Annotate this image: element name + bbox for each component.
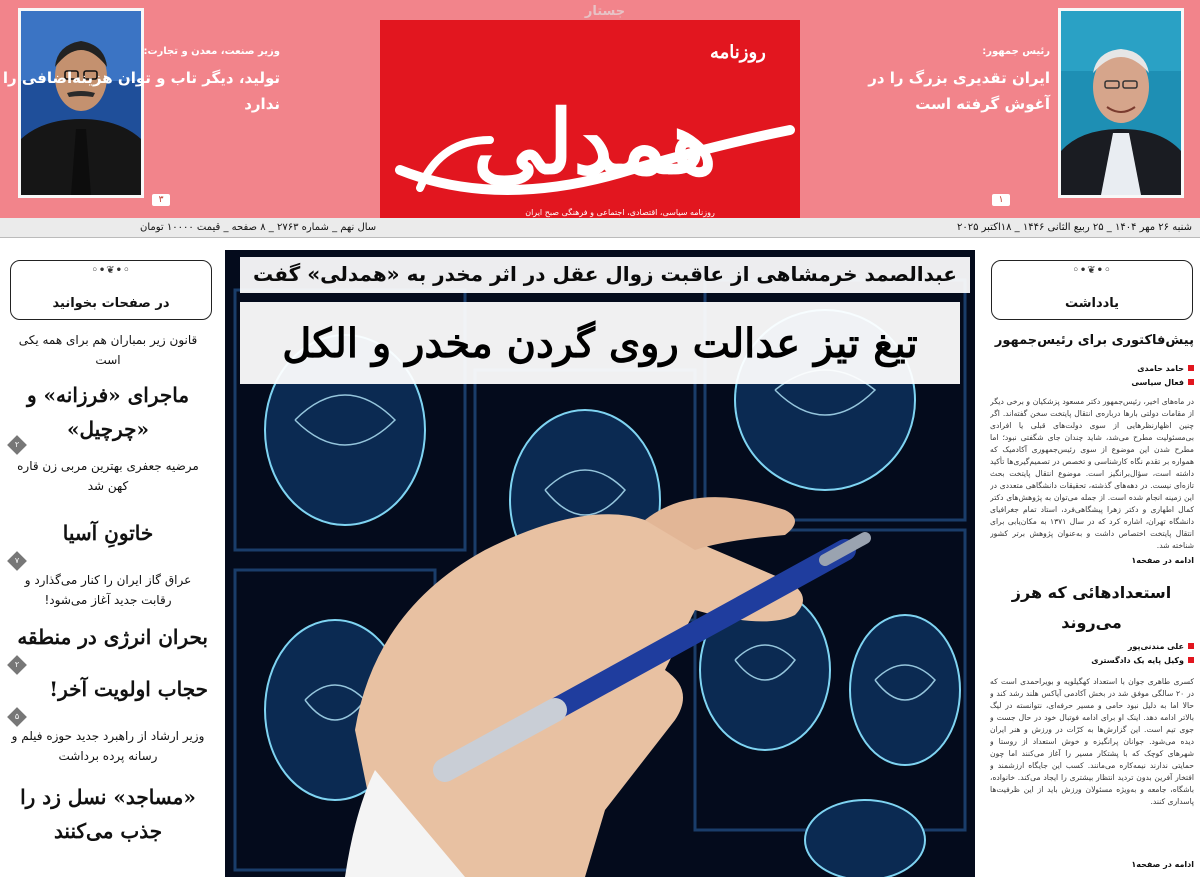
page-number-badge: ۲ <box>7 655 27 675</box>
note2-title[interactable]: استعدادهائی که هرز می‌روند <box>1011 583 1172 632</box>
opinion-column <box>985 248 1200 877</box>
teaser-item[interactable]: «مساجد» نسل زد را جذب می‌کنند <box>20 785 196 843</box>
inside-pages-column <box>0 248 220 877</box>
inside-pages-title: در صفحات بخوانید <box>52 296 170 311</box>
logo-tagline: روزنامه سیاسی، اقتصادی، اجتماعی و فرهنگی صبح ایران <box>525 208 715 217</box>
teaser-item[interactable]: مرضیه جعفری بهترین مربی زن قاره کهن شد <box>17 459 199 493</box>
teaser-item[interactable]: خاتونِ آسیا <box>62 521 154 545</box>
page-number-badge: ۷ <box>7 551 27 571</box>
opinion-title: یادداشت <box>1064 296 1120 311</box>
watermark: جستار <box>584 4 626 19</box>
main-story-kicker[interactable]: عبدالصمد خرمشاهی از عاقبت زوال عقل در اثر مخدر به «همدلی» گفت <box>253 262 957 286</box>
note2-body: کسری طاهری جوان با استعداد کهگیلویه و بویراحمدی است که در ۲۰ سالگی موفق شد در بخش آکادمی آیاکس هلند رشد کند و حالا اما به دلیل نبود حامی و مسیر حرفه‌ای، نتوانسته در لیگ بالاتر ادامه دهد. اینک او برای ادامه فوتبال خود در حال جست و جوی تیم است. این گزارش‌ها به کرّات در ورزش و هنر ایران دیده می‌شود. جوانان پرانگیزه و خوش استعداد از روستا و شهرهای کوچک که با پشتکار مسیر را آغاز می‌کنند اما چون حمایتی ندارند نیمه‌کاره می‌مانند. کسب این جایگاه ارزشمند و افتخار آفرین بدون تردید انتظار بیشتری را ایجاد می‌کند. خانواده، باشگاه، جامعه و به‌ویژه مسئولان ورزش باید از این ظرفیت‌ها پاسداری کنند. <box>990 677 1194 806</box>
teaser-item[interactable]: قانون زیر بمباران هم برای همه یکی است <box>18 333 198 367</box>
ornament-icon: ◦•❦•◦ <box>1072 265 1112 276</box>
note2-continue-link[interactable]: ادامه در صفحه۱ <box>1131 860 1194 869</box>
lead-left-headline: تولید، دیگر تاب و توان هزینه‌اضافی را ندارد <box>2 69 280 113</box>
page-number-badge: ۲ <box>7 435 27 455</box>
note1-role: فعال سیاسی <box>994 376 1194 389</box>
lead-right-kicker: رئیس جمهور: <box>982 46 1050 57</box>
lead-right-headline: ایران تقدیری بزرگ را در آغوش گرفته است <box>868 69 1050 113</box>
issue-date: شنبه ۲۶ مهر ۱۴۰۴ _ ۲۵ ربیع الثانی ۱۴۴۶ _ ۱۸اکتبر ۲۰۲۵ <box>956 222 1192 233</box>
teaser-item[interactable]: وزیر ارشاد از راهبرد جدید حوزه فیلم و رسانه پرده برداشت <box>11 729 205 763</box>
main-story-headline[interactable]: تیغ تیز عدالت روی گردن مخدر و الکل <box>282 320 918 367</box>
page-tag-right: ۱ <box>992 194 1010 206</box>
president-photo <box>1058 8 1184 198</box>
lead-story-left[interactable] <box>0 46 304 117</box>
lead-left-kicker: وزیر صنعت، معدن و تجارت: <box>143 46 280 57</box>
note1-title[interactable]: پیش‌فاکتوری برای رئیس‌جمهور <box>994 333 1194 348</box>
logo-small-word: روزنامه <box>710 42 766 63</box>
note1-author: حامد حامدی <box>994 362 1194 375</box>
bullet-icon <box>1188 365 1194 371</box>
bullet-icon <box>1188 379 1194 385</box>
teaser-item[interactable]: عراق گاز ایران را کنار می‌گذارد و رقابت جدید آغاز می‌شود! <box>24 573 192 607</box>
page-tag-left: ۳ <box>152 194 170 206</box>
opinion-title-box <box>991 260 1193 320</box>
dateline-bar <box>0 218 1200 238</box>
note2-role: وکیل پایه یک دادگستری <box>994 654 1194 667</box>
note1-body: در ماه‌های اخیر، رئیس‌جمهور دکتر مسعود پزشکیان و برخی دیگر از مقامات دولتی بارها درباره‌ی انتقال پایتخت سخن گفته‌اند. اگر چنین اظهارنظرهایی از سوی دولت‌های قبلی یا افرادی بی‌مسئولیت مطرح می‌شد، شاید چندان جای شگفتی نبود؛ اما مطرح شدن این موضوع از سوی رئیس‌جمهوری آکادمیک که همواره بر تقدم نگاه کارشناسی و تخصص در تصمیم‌گیری‌ها تأکید داشته است، سؤال‌برانگیز است. موضوع انتقال پایتخت بحث تازه‌ای نیست. در دهه‌های گذشته، تحقیقات دانشگاهی متعددی در این زمینه انجام شده است. از جمله می‌توان به پژوهش‌های دکتر کمال اطهاری و دکتر زهرا پیشگاهی‌فرد، استاد تمام جغرافیای دانشگاه تهران، اشاره کرد که در سال ۱۳۷۱ به مکان‌یابی برای انتقال پایتخت اختصاص داشت و به‌عنوان پژوهش برتر کشور شناخته شد. <box>990 397 1194 550</box>
note1-continue-link[interactable]: ادامه در صفحه۱ <box>1131 556 1194 565</box>
teaser-item[interactable]: ماجرای «فرزانه» و «چرچیل» <box>26 383 190 441</box>
lead-story-right[interactable] <box>840 46 1050 117</box>
page-number-badge: ۵ <box>7 707 27 727</box>
logo-wordmark: همدلی <box>473 90 717 194</box>
teaser-item[interactable]: حجاب اولویت آخر! <box>49 677 208 701</box>
bullet-icon <box>1188 643 1194 649</box>
issue-info: سال نهم _ شماره ۲۷۶۳ _ ۸ صفحه _ قیمت ۱۰۰۰۰ تومان <box>140 222 377 233</box>
note2-author: علی مندنی‌پور <box>994 640 1194 653</box>
newspaper-logo <box>380 20 800 238</box>
inside-pages-title-box <box>10 260 212 320</box>
bullet-icon <box>1188 657 1194 663</box>
ornament-icon: ◦•❦•◦ <box>91 265 131 276</box>
teaser-item[interactable]: بحران انرژی در منطقه <box>17 625 208 649</box>
